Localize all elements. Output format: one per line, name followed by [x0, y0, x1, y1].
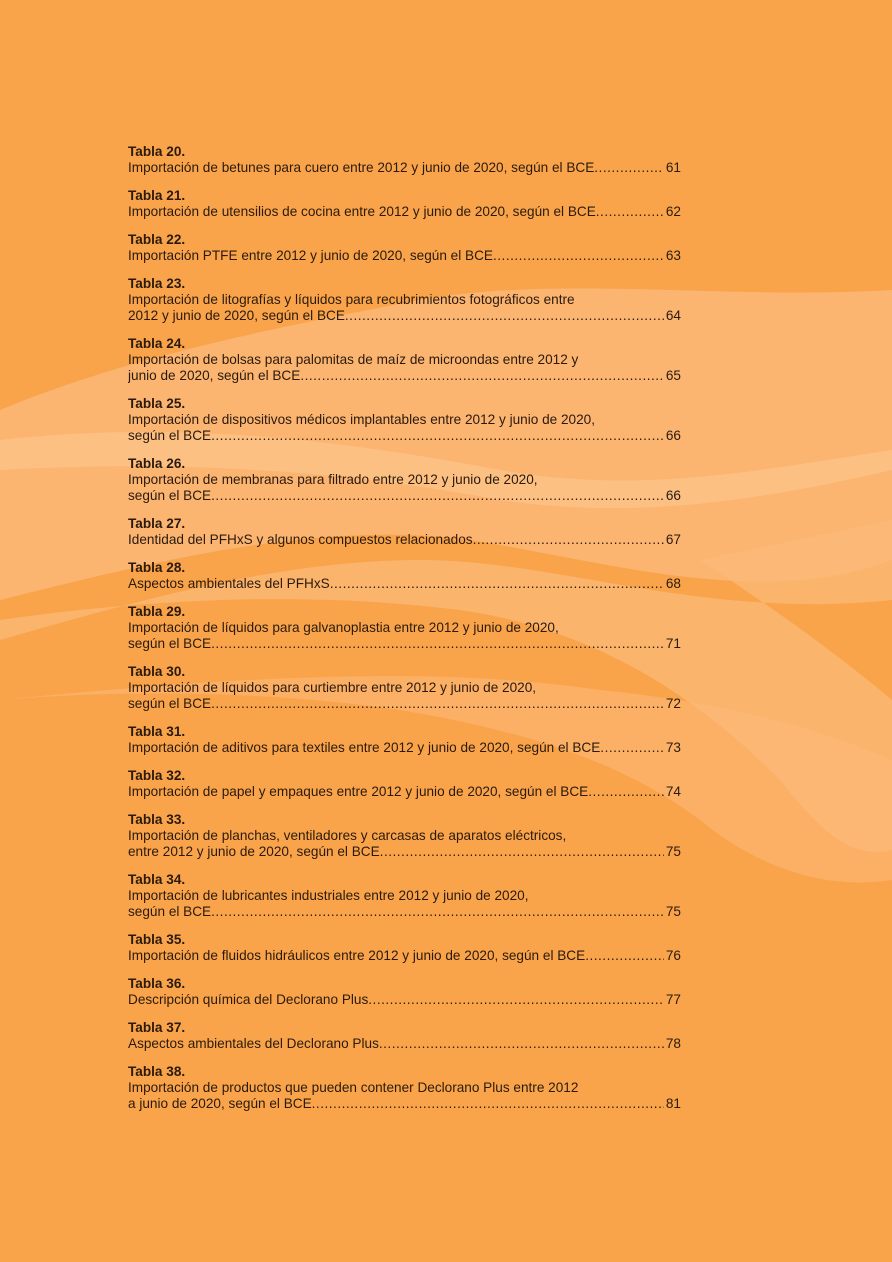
- toc-entry-number: Tabla 37.: [128, 1020, 186, 1035]
- toc-entry[interactable]: [128, 396, 688, 444]
- toc-entry-number: Tabla 23.: [128, 276, 186, 291]
- toc-entry-title: según el BCE: [128, 428, 212, 443]
- toc-entry-title-line: [128, 1096, 681, 1112]
- toc-entry-title-line: [128, 636, 681, 652]
- dot-leader: [588, 784, 664, 800]
- toc-entry-title-line: Importación de membranas para filtrado entre 2012 y junio de 2020,: [128, 472, 538, 487]
- toc-entry-number: Tabla 36.: [128, 976, 186, 991]
- toc-entry-page-number: 78: [665, 1036, 681, 1051]
- toc-entry-number: Tabla 20.: [128, 144, 186, 159]
- toc-entry-title-line: [128, 532, 681, 548]
- toc-entry-title-line: [128, 784, 681, 800]
- toc-entry-page-number: 68: [665, 576, 681, 591]
- dot-leader: [330, 576, 664, 592]
- toc-entry-number: Tabla 28.: [128, 560, 186, 575]
- toc-entry-title-line: [128, 204, 681, 220]
- toc-entry[interactable]: [128, 724, 688, 756]
- toc-entry-title: Aspectos ambientales del PFHxS: [128, 576, 330, 591]
- toc-entry-number: Tabla 24.: [128, 336, 186, 351]
- toc-entry-title: según el BCE: [128, 696, 212, 711]
- dot-leader: [380, 844, 664, 860]
- toc-entry[interactable]: [128, 336, 688, 384]
- toc-entry-title-line: [128, 428, 681, 444]
- toc-entry-title-line: Importación de lubricantes industriales entre 2012 y junio de 2020,: [128, 888, 529, 903]
- toc-entry-title: Importación de papel y empaques entre 2012 y junio de 2020, según el BCE: [128, 784, 589, 799]
- toc-entry-number: Tabla 26.: [128, 456, 186, 471]
- toc-entry-number: Tabla 31.: [128, 724, 186, 739]
- toc-entry-number: Tabla 22.: [128, 232, 186, 247]
- toc-entry-title-line: [128, 160, 681, 176]
- toc-entry-title-line: [128, 844, 681, 860]
- toc-entry-title-line: [128, 368, 681, 384]
- toc-entry[interactable]: [128, 560, 688, 592]
- dot-leader: [211, 696, 664, 712]
- dot-leader: [312, 1096, 664, 1112]
- toc-entry-title-line: Importación de dispositivos médicos implantables entre 2012 y junio de 2020,: [128, 412, 595, 427]
- toc-entry-number: Tabla 27.: [128, 516, 186, 531]
- toc-entry-page-number: 66: [665, 428, 681, 443]
- toc-entry[interactable]: [128, 456, 688, 504]
- toc-entry-page-number: 62: [665, 204, 681, 219]
- dot-leader: [600, 740, 664, 756]
- dot-leader: [473, 532, 664, 548]
- toc-entry-title-line: [128, 904, 681, 920]
- toc-entry-page-number: 74: [665, 784, 681, 799]
- toc-entry[interactable]: [128, 872, 688, 920]
- toc-entry-title-line: [128, 1036, 681, 1052]
- toc-entry-number: Tabla 25.: [128, 396, 186, 411]
- dot-leader: [493, 248, 664, 264]
- toc-entry-number: Tabla 29.: [128, 604, 186, 619]
- toc-entry-page-number: 66: [665, 488, 681, 503]
- dot-leader: [211, 904, 664, 920]
- toc-entry[interactable]: [128, 976, 688, 1008]
- toc-entry-title-line: Importación de productos que pueden contener Declorano Plus entre 2012: [128, 1080, 579, 1095]
- dot-leader: [585, 948, 664, 964]
- dot-leader: [211, 636, 664, 652]
- toc-entry[interactable]: [128, 144, 688, 176]
- toc-entry[interactable]: [128, 664, 688, 712]
- toc-entry-page-number: 67: [665, 532, 681, 547]
- toc-entry-page-number: 63: [665, 248, 681, 263]
- toc-entry[interactable]: [128, 276, 688, 324]
- toc-entry-title-line: [128, 576, 681, 592]
- toc-entry-page-number: 64: [665, 308, 681, 323]
- toc-entry[interactable]: [128, 232, 688, 264]
- toc-entry-title-line: [128, 308, 681, 324]
- toc-entry-title: 2012 y junio de 2020, según el BCE: [128, 308, 345, 323]
- toc-entry[interactable]: [128, 516, 688, 548]
- toc-entry-title-line: Importación de líquidos para curtiembre entre 2012 y junio de 2020,: [128, 680, 537, 695]
- toc-entry-title: entre 2012 y junio de 2020, según el BCE: [128, 844, 380, 859]
- toc-entry-title: según el BCE: [128, 488, 212, 503]
- dot-leader: [211, 488, 664, 504]
- toc-entry-title-line: Importación de líquidos para galvanoplastia entre 2012 y junio de 2020,: [128, 620, 559, 635]
- toc-entry-number: Tabla 30.: [128, 664, 186, 679]
- toc-entry-title-line: [128, 948, 681, 964]
- toc-entry-title-line: [128, 696, 681, 712]
- toc-entry-title-line: Importación de planchas, ventiladores y carcasas de aparatos eléctricos,: [128, 828, 567, 843]
- toc-entry-title: Identidad del PFHxS y algunos compuestos relacionados: [128, 532, 473, 547]
- toc-entry-page-number: 76: [665, 948, 681, 963]
- dot-leader: [211, 428, 664, 444]
- toc-entry-page-number: 61: [665, 160, 681, 175]
- toc-entry-title: según el BCE: [128, 904, 212, 919]
- toc-entry-page-number: 71: [665, 636, 681, 651]
- toc-entry-title: junio de 2020, según el BCE: [128, 368, 301, 383]
- toc-entry-title-line: Importación de litografías y líquidos para recubrimientos fotográficos entre: [128, 292, 575, 307]
- toc-entry-title-line: [128, 740, 681, 756]
- toc-entry[interactable]: [128, 768, 688, 800]
- toc-entry-page-number: 65: [665, 368, 681, 383]
- toc-entry[interactable]: [128, 1020, 688, 1052]
- toc-entry-page-number: 72: [665, 696, 681, 711]
- toc-entry-number: Tabla 34.: [128, 872, 186, 887]
- toc-entry-page-number: 75: [665, 844, 681, 859]
- toc-entry-title-line: [128, 992, 681, 1008]
- toc-entry-page-number: 75: [665, 904, 681, 919]
- toc-entry-title: Importación de fluidos hidráulicos entre 2012 y junio de 2020, según el BCE: [128, 948, 586, 963]
- toc-entry-page-number: 81: [665, 1096, 681, 1111]
- toc-entry-title: Importación de aditivos para textiles entre 2012 y junio de 2020, según el BCE: [128, 740, 601, 755]
- toc-entry-number: Tabla 32.: [128, 768, 186, 783]
- toc-entry-page-number: 77: [665, 992, 681, 1007]
- dot-leader: [379, 1036, 664, 1052]
- toc-entry-title: Importación PTFE entre 2012 y junio de 2020, según el BCE: [128, 248, 493, 263]
- toc-entry-number: Tabla 21.: [128, 188, 186, 203]
- dot-leader: [596, 204, 664, 220]
- toc-entry-number: Tabla 38.: [128, 1064, 186, 1079]
- dot-leader: [594, 160, 664, 176]
- toc-entry-number: Tabla 35.: [128, 932, 186, 947]
- toc-entry-title: Importación de betunes para cuero entre 2012 y junio de 2020, según el BCE: [128, 160, 595, 175]
- toc-entry[interactable]: [128, 812, 688, 860]
- toc-entry[interactable]: [128, 1064, 688, 1112]
- dot-leader: [345, 308, 664, 324]
- toc-entry-title: a junio de 2020, según el BCE: [128, 1096, 312, 1111]
- toc-entry-title: según el BCE: [128, 636, 212, 651]
- dot-leader: [368, 992, 664, 1008]
- toc-entry-title-line: [128, 248, 681, 264]
- toc-entry-title: Aspectos ambientales del Declorano Plus: [128, 1036, 379, 1051]
- table-of-contents: [128, 144, 688, 1124]
- toc-entry-title: Importación de utensilios de cocina entre 2012 y junio de 2020, según el BCE: [128, 204, 596, 219]
- toc-entry-title-line: Importación de bolsas para palomitas de maíz de microondas entre 2012 y: [128, 352, 579, 367]
- dot-leader: [300, 368, 664, 384]
- toc-entry-number: Tabla 33.: [128, 812, 186, 827]
- toc-entry-page-number: 73: [665, 740, 681, 755]
- toc-entry[interactable]: [128, 188, 688, 220]
- toc-entry[interactable]: [128, 604, 688, 652]
- toc-entry-title-line: [128, 488, 681, 504]
- toc-entry-title: Descripción química del Declorano Plus: [128, 992, 369, 1007]
- toc-entry[interactable]: [128, 932, 688, 964]
